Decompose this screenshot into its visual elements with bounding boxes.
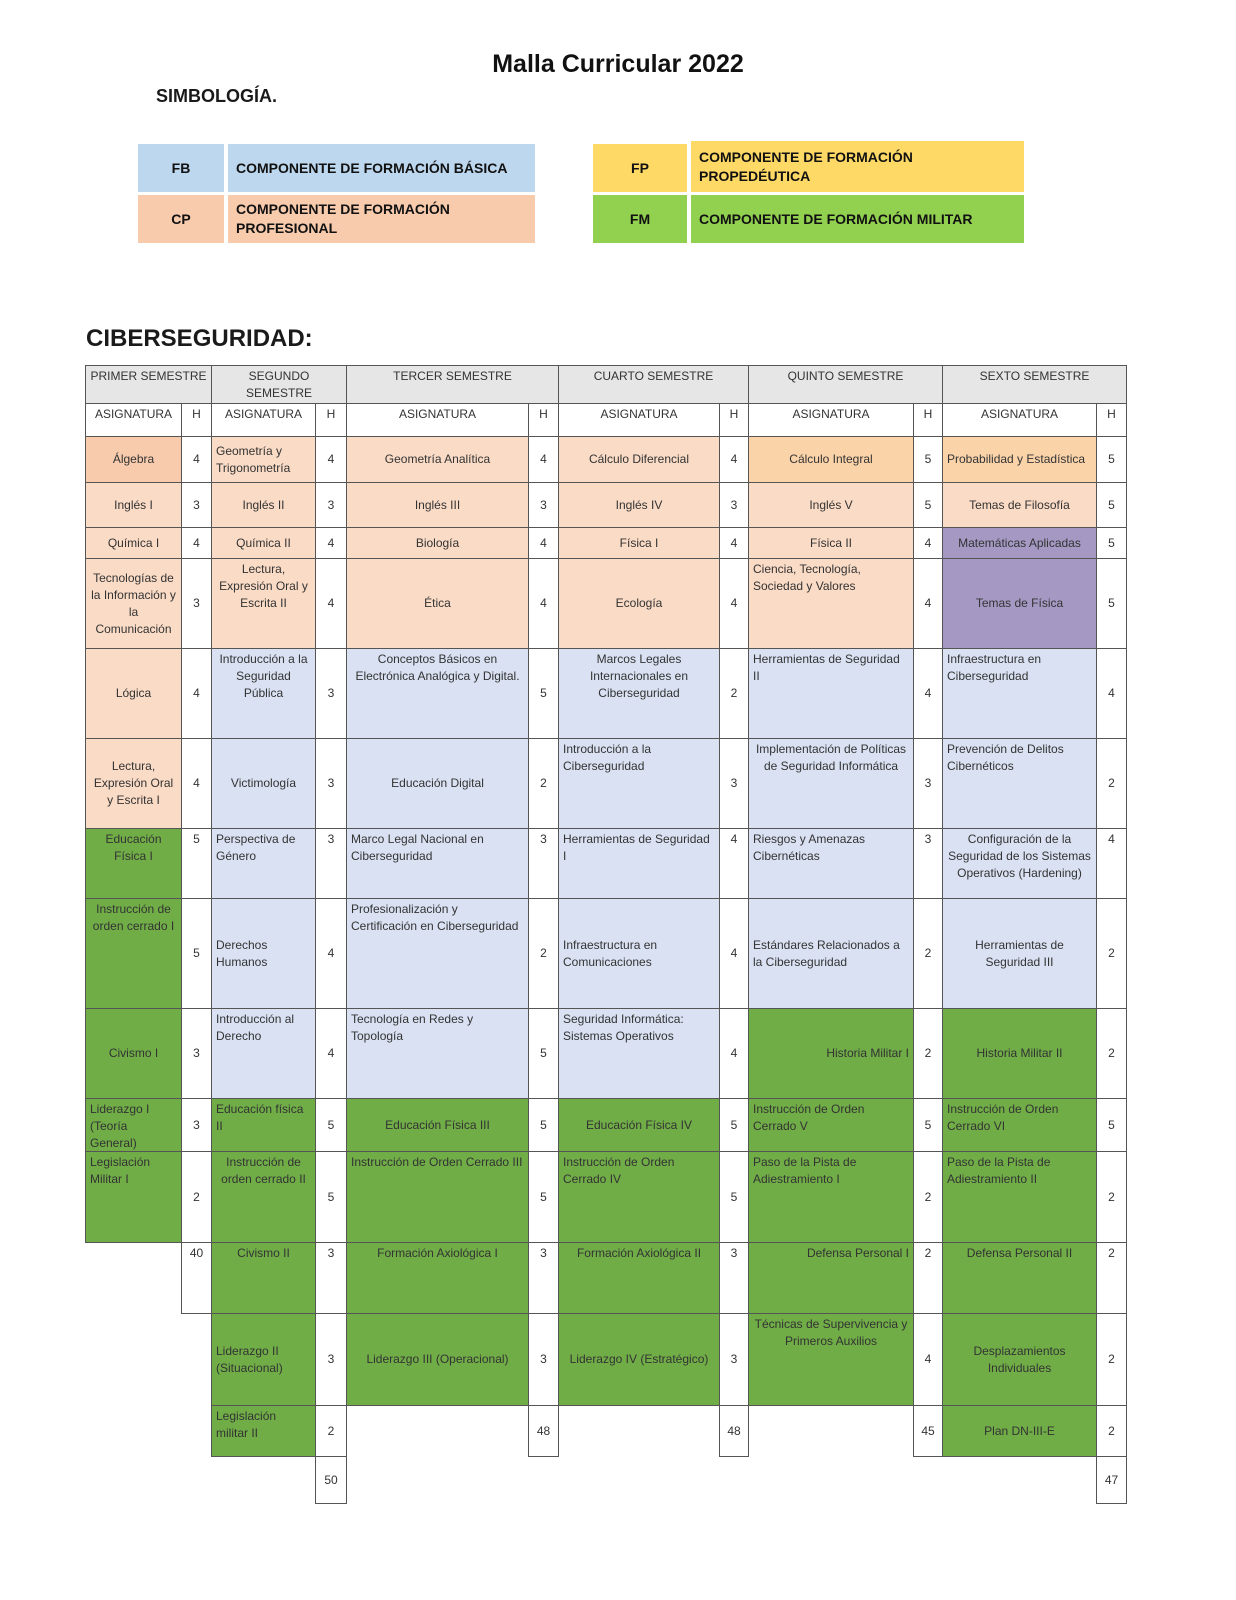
- legend-desc-cp: COMPONENTE DE FORMACIÓN PROFESIONAL: [228, 195, 535, 243]
- semester-header: SEGUNDO SEMESTRE: [211, 365, 347, 404]
- hours-cell: 5: [528, 1008, 559, 1099]
- hours-cell: 5: [913, 436, 943, 483]
- subheader-hours: H: [315, 403, 347, 437]
- semester-header: SEXTO SEMESTRE: [942, 365, 1127, 404]
- subject-cell: Herramientas de Seguridad I: [558, 828, 720, 899]
- subject-cell: Cálculo Diferencial: [558, 436, 720, 483]
- hours-cell: 4: [181, 738, 212, 829]
- subject-cell: Legislación militar II: [211, 1405, 316, 1457]
- subject-cell: Paso de la Pista de Adiestramiento II: [942, 1151, 1097, 1243]
- subject-cell: Educación Física III: [346, 1098, 529, 1152]
- hours-cell: 4: [181, 527, 212, 559]
- hours-cell: 4: [181, 648, 212, 739]
- hours-cell: 4: [913, 648, 943, 739]
- hours-cell: 5: [1096, 482, 1127, 528]
- subject-cell: Liderazgo III (Operacional): [346, 1313, 529, 1406]
- hours-cell: 5: [181, 828, 212, 899]
- symbology-label: SIMBOLOGÍA.: [156, 86, 277, 106]
- hours-cell: 4: [913, 1313, 943, 1406]
- subheader-hours: H: [528, 403, 559, 437]
- subject-cell: Formación Axiológica I: [346, 1242, 529, 1314]
- subject-cell: Introducción a la Ciberseguridad: [558, 738, 720, 829]
- hours-cell: 3: [315, 1313, 347, 1406]
- hours-cell: 3: [719, 1313, 749, 1406]
- subject-cell: Marco Legal Nacional en Ciberseguridad: [346, 828, 529, 899]
- hours-cell: 5: [1096, 527, 1127, 559]
- section-title: CIBERSEGURIDAD:: [86, 325, 313, 352]
- hours-cell: 3: [315, 482, 347, 528]
- legend-desc-fp: COMPONENTE DE FORMACIÓN PROPEDÉUTICA: [691, 141, 1024, 192]
- subject-cell: Inglés IV: [558, 482, 720, 528]
- subject-cell: Lectura, Expresión Oral y Escrita I: [85, 738, 182, 829]
- subject-cell: Liderazgo IV (Estratégico): [558, 1313, 720, 1406]
- subject-cell: Tecnologías de la Información y la Comunicación: [85, 558, 182, 649]
- subject-cell: Lógica: [85, 648, 182, 739]
- hours-cell: 3: [315, 738, 347, 829]
- hours-cell: 2: [1096, 1008, 1127, 1099]
- hours-cell: 4: [315, 558, 347, 649]
- hours-cell: 3: [528, 482, 559, 528]
- subject-cell: Herramientas de Seguridad II: [748, 648, 914, 739]
- subheader-subject: ASIGNATURA: [558, 403, 720, 437]
- subject-cell: Geometría y Trigonometría: [211, 436, 316, 483]
- hours-cell: 4: [528, 527, 559, 559]
- hours-cell: 5: [181, 898, 212, 1009]
- hours-cell: 5: [315, 1098, 347, 1152]
- subject-cell: Defensa Personal II: [942, 1242, 1097, 1314]
- subheader-subject: ASIGNATURA: [346, 403, 529, 437]
- legend-code-cp: CP: [138, 195, 224, 243]
- hours-cell: 2: [528, 898, 559, 1009]
- subject-cell: Introducción a la Seguridad Pública: [211, 648, 316, 739]
- hours-cell: 4: [315, 898, 347, 1009]
- hours-cell: 3: [315, 648, 347, 739]
- subject-cell: Profesionalización y Certificación en Ciberseguridad: [346, 898, 529, 1009]
- subject-cell: Inglés V: [748, 482, 914, 528]
- legend-code-fb: FB: [138, 144, 224, 192]
- hours-cell: 3: [315, 828, 347, 899]
- subject-cell: Configuración de la Seguridad de los Sistemas Operativos (Hardening): [942, 828, 1097, 899]
- subject-cell: Paso de la Pista de Adiestramiento I: [748, 1151, 914, 1243]
- subject-cell: Liderazgo I (Teoría General): [85, 1098, 182, 1152]
- subject-cell: Victimología: [211, 738, 316, 829]
- hours-cell: 2: [913, 1151, 943, 1243]
- hours-cell: 2: [1096, 1313, 1127, 1406]
- subject-cell: Liderazgo II (Situacional): [211, 1313, 316, 1406]
- hours-cell: 5: [1096, 1098, 1127, 1152]
- subject-cell: Inglés I: [85, 482, 182, 528]
- hours-cell: 5: [1096, 558, 1127, 649]
- hours-cell: 4: [1096, 828, 1127, 899]
- hours-cell: 2: [1096, 898, 1127, 1009]
- subheader-hours: H: [1096, 403, 1127, 437]
- hours-cell: 2: [528, 738, 559, 829]
- subject-cell: Derechos Humanos: [211, 898, 316, 1009]
- subject-cell: Química I: [85, 527, 182, 559]
- hours-cell: 2: [181, 1151, 212, 1243]
- subject-cell: Lectura, Expresión Oral y Escrita II: [211, 558, 316, 649]
- subject-cell: Educación Física I: [85, 828, 182, 899]
- subject-cell: Legislación Militar I: [85, 1151, 182, 1243]
- subject-cell: Formación Axiológica II: [558, 1242, 720, 1314]
- subject-cell: Matemáticas Aplicadas: [942, 527, 1097, 559]
- subject-cell: Técnicas de Supervivencia y Primeros Auxilios: [748, 1313, 914, 1406]
- subject-cell: Educación Física IV: [558, 1098, 720, 1152]
- subheader-subject: ASIGNATURA: [942, 403, 1097, 437]
- hours-cell: 2: [315, 1405, 347, 1457]
- total-hours-cell: 45: [913, 1405, 943, 1457]
- subject-cell: Cálculo Integral: [748, 436, 914, 483]
- hours-cell: 4: [719, 527, 749, 559]
- hours-cell: 3: [181, 482, 212, 528]
- total-hours-cell: 47: [1096, 1456, 1127, 1504]
- subject-cell: Civismo I: [85, 1008, 182, 1099]
- hours-cell: 4: [719, 436, 749, 483]
- subheader-subject: ASIGNATURA: [748, 403, 914, 437]
- hours-cell: 4: [1096, 648, 1127, 739]
- subject-cell: Defensa Personal I: [748, 1242, 914, 1314]
- hours-cell: 2: [1096, 738, 1127, 829]
- hours-cell: 4: [181, 436, 212, 483]
- hours-cell: 2: [719, 648, 749, 739]
- hours-cell: 2: [1096, 1151, 1127, 1243]
- subject-cell: Geometría Analítica: [346, 436, 529, 483]
- subject-cell: Instrucción de Orden Cerrado III: [346, 1151, 529, 1243]
- subject-cell: Perspectiva de Género: [211, 828, 316, 899]
- hours-cell: 3: [315, 1242, 347, 1314]
- hours-cell: 4: [315, 1008, 347, 1099]
- total-hours-cell: 40: [181, 1242, 212, 1314]
- subject-cell: Infraestructura en Ciberseguridad: [942, 648, 1097, 739]
- hours-cell: 2: [1096, 1405, 1127, 1457]
- total-hours-cell: 48: [719, 1405, 749, 1457]
- subject-cell: Desplazamientos Individuales: [942, 1313, 1097, 1406]
- subject-cell: Instrucción de orden cerrado II: [211, 1151, 316, 1243]
- page-title: Malla Curricular 2022: [492, 50, 744, 78]
- hours-cell: 4: [913, 558, 943, 649]
- subject-cell: Infraestructura en Comunicaciones: [558, 898, 720, 1009]
- hours-cell: 3: [181, 558, 212, 649]
- hours-cell: 4: [719, 828, 749, 899]
- legend-code-fp: FP: [593, 144, 687, 192]
- total-hours-cell: 50: [315, 1456, 347, 1504]
- subheader-hours: H: [719, 403, 749, 437]
- subject-cell: Ecología: [558, 558, 720, 649]
- hours-cell: 5: [913, 1098, 943, 1152]
- hours-cell: 5: [719, 1098, 749, 1152]
- hours-cell: 3: [719, 482, 749, 528]
- hours-cell: 2: [913, 898, 943, 1009]
- hours-cell: 3: [528, 828, 559, 899]
- subject-cell: Seguridad Informática: Sistemas Operativos: [558, 1008, 720, 1099]
- hours-cell: 4: [719, 1008, 749, 1099]
- subject-cell: Instrucción de orden cerrado I: [85, 898, 182, 1009]
- subject-cell: Física I: [558, 527, 720, 559]
- subject-cell: Estándares Relacionados a la Ciberseguridad: [748, 898, 914, 1009]
- legend-code-fm: FM: [593, 195, 687, 243]
- semester-header: QUINTO SEMESTRE: [748, 365, 943, 404]
- hours-cell: 3: [913, 828, 943, 899]
- subject-cell: Ética: [346, 558, 529, 649]
- subject-cell: Instrucción de Orden Cerrado IV: [558, 1151, 720, 1243]
- hours-cell: 4: [315, 527, 347, 559]
- subject-cell: Prevención de Delitos Cibernéticos: [942, 738, 1097, 829]
- hours-cell: 3: [528, 1313, 559, 1406]
- subheader-subject: ASIGNATURA: [85, 403, 182, 437]
- subject-cell: Plan DN-III-E: [942, 1405, 1097, 1457]
- semester-header: TERCER SEMESTRE: [346, 365, 559, 404]
- subject-cell: Biología: [346, 527, 529, 559]
- subject-cell: Inglés III: [346, 482, 529, 528]
- hours-cell: 4: [528, 436, 559, 483]
- subject-cell: Introducción al Derecho: [211, 1008, 316, 1099]
- hours-cell: 4: [315, 436, 347, 483]
- hours-cell: 3: [719, 1242, 749, 1314]
- hours-cell: 4: [719, 898, 749, 1009]
- legend-desc-fb: COMPONENTE DE FORMACIÓN BÁSICA: [228, 144, 535, 192]
- subject-cell: Física II: [748, 527, 914, 559]
- hours-cell: 4: [528, 558, 559, 649]
- subject-cell: Herramientas de Seguridad III: [942, 898, 1097, 1009]
- hours-cell: 5: [528, 648, 559, 739]
- hours-cell: 5: [1096, 436, 1127, 483]
- subject-cell: Civismo II: [211, 1242, 316, 1314]
- subject-cell: Conceptos Básicos en Electrónica Analógica y Digital.: [346, 648, 529, 739]
- subject-cell: Historia Militar II: [942, 1008, 1097, 1099]
- hours-cell: 3: [528, 1242, 559, 1314]
- hours-cell: 5: [315, 1151, 347, 1243]
- legend-desc-fm: COMPONENTE DE FORMACIÓN MILITAR: [691, 195, 1024, 243]
- hours-cell: 3: [181, 1098, 212, 1152]
- subject-cell: Álgebra: [85, 436, 182, 483]
- hours-cell: 4: [719, 558, 749, 649]
- hours-cell: 5: [528, 1098, 559, 1152]
- hours-cell: 5: [719, 1151, 749, 1243]
- subject-cell: Educación Digital: [346, 738, 529, 829]
- hours-cell: 3: [913, 738, 943, 829]
- subject-cell: Implementación de Políticas de Seguridad Informática: [748, 738, 914, 829]
- subject-cell: Inglés II: [211, 482, 316, 528]
- subject-cell: Tecnología en Redes y Topología: [346, 1008, 529, 1099]
- hours-cell: 5: [528, 1151, 559, 1243]
- semester-header: CUARTO SEMESTRE: [558, 365, 749, 404]
- hours-cell: 2: [913, 1008, 943, 1099]
- hours-cell: 3: [719, 738, 749, 829]
- total-hours-cell: 48: [528, 1405, 559, 1457]
- subject-cell: Probabilidad y Estadística: [942, 436, 1097, 483]
- hours-cell: 2: [1096, 1242, 1127, 1314]
- semester-header: PRIMER SEMESTRE: [85, 365, 212, 404]
- subject-cell: Educación física II: [211, 1098, 316, 1152]
- subject-cell: Marcos Legales Internacionales en Ciberseguridad: [558, 648, 720, 739]
- subject-cell: Temas de Física: [942, 558, 1097, 649]
- subject-cell: Ciencia, Tecnología, Sociedad y Valores: [748, 558, 914, 649]
- subheader-subject: ASIGNATURA: [211, 403, 316, 437]
- subheader-hours: H: [913, 403, 943, 437]
- subheader-hours: H: [181, 403, 212, 437]
- subject-cell: Temas de Filosofía: [942, 482, 1097, 528]
- subject-cell: Instrucción de Orden Cerrado VI: [942, 1098, 1097, 1152]
- hours-cell: 4: [913, 527, 943, 559]
- hours-cell: 5: [913, 482, 943, 528]
- subject-cell: Instrucción de Orden Cerrado V: [748, 1098, 914, 1152]
- hours-cell: 2: [913, 1242, 943, 1314]
- hours-cell: 3: [181, 1008, 212, 1099]
- subject-cell: Química II: [211, 527, 316, 559]
- subject-cell: Riesgos y Amenazas Cibernéticas: [748, 828, 914, 899]
- subject-cell: Historia Militar I: [748, 1008, 914, 1099]
